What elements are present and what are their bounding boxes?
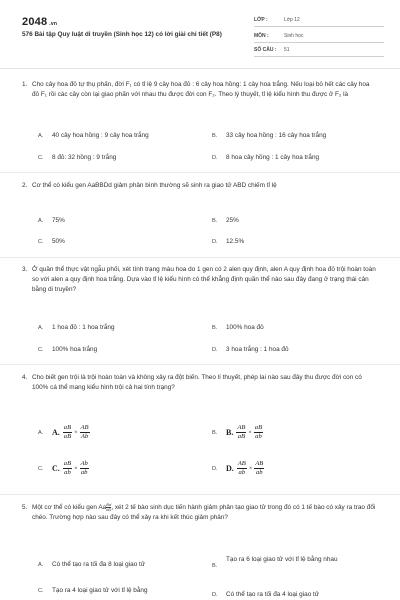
option-5b[interactable]: B.Tạo ra 6 loại giao tử với tỉ lệ bằng nhau xyxy=(212,556,338,569)
option-5c[interactable]: C. Tạo ra 4 loại giao tử với tỉ lệ bằng xyxy=(38,587,148,594)
question-separator xyxy=(0,172,400,173)
question-text: Một cơ thể có kiểu gen Aa $\frac{Bd}{bD}$ , xét 2 tế bào sinh dục tiến hành giảm phân tạo giao tử trong đó có 1 tế bào có xảy ra trao đổi chéo. Trường hợp nào sau đây có thể xảy ra khi kết thúc giảm phân? xyxy=(32,502,376,522)
question-text: Cho cây hoa đỏ tự thụ phấn, đời F₁ có tỉ lệ 9 cây hoa đỏ : 6 cây hoa hồng: 1 cây hoa trắng. Nếu loại bỏ hết các cây hoa đỏ F₁ rồi các cây còn lại giao phấn với nhau thu được đời con F₂. Theo lý thuyết, tỉ lệ kiểu hình thu được ở F₂ là xyxy=(32,81,370,99)
option-2b[interactable]: B. 25% xyxy=(212,217,239,224)
option-4b[interactable]: B. B. $\frac{AB}{aB}$ × $\frac{aB}{ab}$ xyxy=(212,424,263,440)
document-title: 576 Bài tập Quy luật di truyền (Sinh học 12) có lời giải chi tiết (P8) xyxy=(22,31,222,38)
option-2d[interactable]: D. 12.5% xyxy=(212,238,245,245)
header-divider xyxy=(0,68,400,69)
option-4d[interactable]: D. D. $\frac{AB}{ab}$ × $\frac{AB}{ab}$ xyxy=(212,460,264,476)
question-number: 2. xyxy=(22,182,28,189)
option-1b[interactable]: B. 33 cây hoa hồng : 16 cây hoa trắng xyxy=(212,132,327,139)
site-logo[interactable]: 2048 .vn xyxy=(22,16,58,28)
option-5d[interactable]: D. Có thể tạo ra tối đa 4 loại giao tử xyxy=(212,591,320,598)
option-2a[interactable]: A. 75% xyxy=(38,217,65,224)
question-text: Ở quần thể thực vật ngẫu phối, xét tính trạng màu hoa do 1 gen có 2 alen quy định, alen A quy định hoa đỏ trội hoàn toàn so với alen a quy định hoa trắng. Dựa vào tỉ lệ kiểu hình có thể khẳng định quần thể nào sau đây đang ở trạng thái cân bằng di truyền? xyxy=(32,266,376,294)
option-3a[interactable]: A. 1 hoa đỏ : 1 hoa trắng xyxy=(38,324,115,331)
option-1a[interactable]: A. 40 cây hoa hồng : 9 cây hoa trắng xyxy=(38,132,149,139)
meta-class: LỚP : Lớp 12 xyxy=(254,15,384,27)
document-header xyxy=(0,0,400,62)
question-text: Cho biết gen trội là trội hoàn toàn và không xảy ra đột biến. Theo lí thuyết, phép lai nào sau đây thu được đời con có 100% cá thể mang kiểu hình trội cả hai tính trạng? xyxy=(32,374,362,392)
option-3b[interactable]: B. 100% hoa đỏ xyxy=(212,324,264,331)
option-4c[interactable]: C. C. $\frac{aB}{ab}$ × $\frac{Ab}{ab}$ xyxy=(38,460,88,476)
question-separator xyxy=(0,364,400,365)
question-number: 4. xyxy=(22,374,28,381)
meta-question-count: SỐ CÂU : 51 xyxy=(254,45,384,57)
option-1c[interactable]: C. 8 đỏ: 32 hồng : 9 trắng xyxy=(38,154,117,161)
question-number: 1. xyxy=(22,81,28,88)
option-4a[interactable]: A. A. $\frac{aB}{aB}$ × $\frac{AB}{Ab}$ xyxy=(38,424,89,440)
option-3d[interactable]: D. 3 hoa trắng : 1 hoa đỏ xyxy=(212,346,289,353)
question-text: Cơ thể có kiểu gen AaBBDd giảm phân bình thường sẽ sinh ra giao tử ABD chiếm tỉ lệ xyxy=(32,182,277,189)
question-number: 5. xyxy=(22,504,28,511)
option-5a[interactable]: A. Có thể tạo ra tối đa 8 loại giao tử xyxy=(38,561,146,568)
option-1d[interactable]: D. 8 hoa cây hồng : 1 cây hoa trắng xyxy=(212,154,320,161)
meta-subject: MÔN : Sinh học xyxy=(254,31,384,43)
option-2c[interactable]: C. 50% xyxy=(38,238,65,245)
option-3c[interactable]: C. 100% hoa trắng xyxy=(38,346,98,353)
question-number: 3. xyxy=(22,266,28,273)
question-separator xyxy=(0,494,400,495)
question-separator xyxy=(0,257,400,258)
